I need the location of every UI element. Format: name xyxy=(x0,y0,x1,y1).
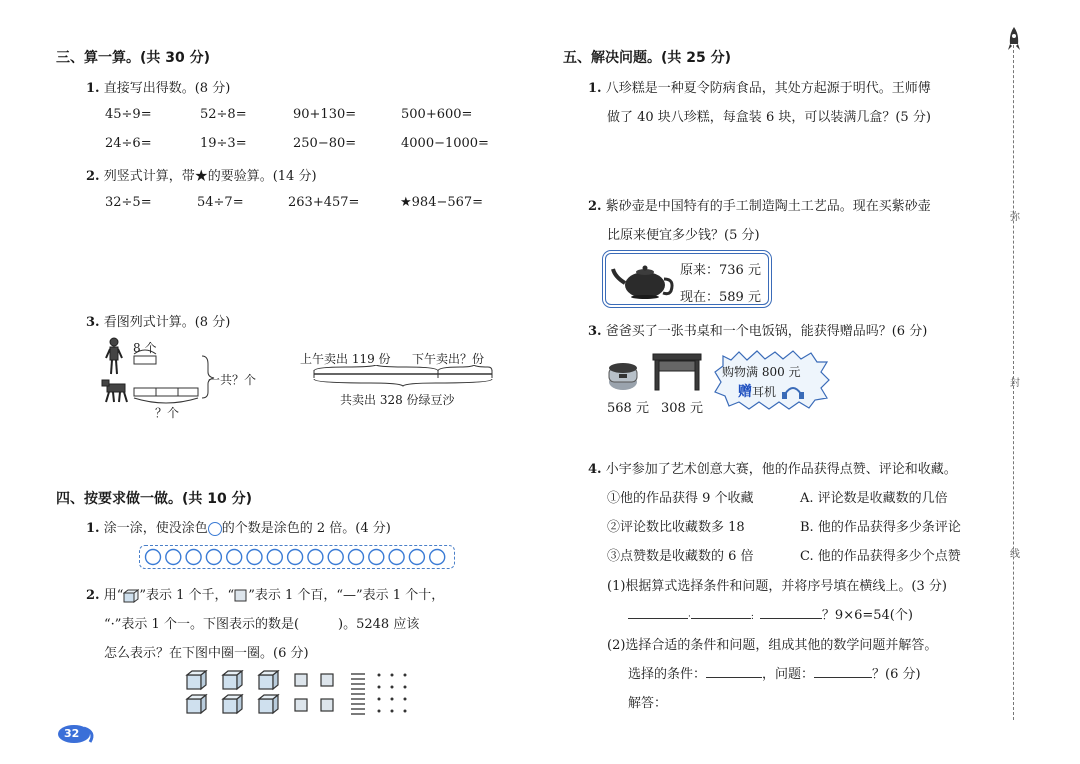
fig2-total-label: 共卖出 328 份绿豆沙 xyxy=(340,393,455,407)
answer-blank[interactable] xyxy=(814,677,872,678)
paint-circle[interactable] xyxy=(267,550,282,565)
fig1-total-label: 一共？个 xyxy=(208,373,257,387)
cube-icon xyxy=(123,589,139,603)
section-5-title: 五、解决问题。(共 25 分) xyxy=(563,50,732,66)
condition-3: ③点赞数是收藏数的 6 倍 xyxy=(607,549,754,564)
place-value-blocks xyxy=(185,670,415,718)
question-A: A. 评论数是收藏数的几倍 xyxy=(800,491,948,506)
q5-3-prompt xyxy=(588,320,927,339)
q5-1-line2: 做了 40 块八珍糕，每盒装 6 块，可以装满几盒？(5 分) xyxy=(607,110,931,125)
answer-blank[interactable] xyxy=(706,677,762,678)
section-4-title: 四、按要求做一做。(共 10 分) xyxy=(56,491,253,507)
paint-circle[interactable] xyxy=(430,550,445,565)
paint-circle[interactable] xyxy=(227,550,242,565)
paint-circle[interactable] xyxy=(247,550,262,565)
fig2-morning-label: 上午卖出 119 份 xyxy=(300,352,391,366)
q3-1-prompt xyxy=(86,77,230,96)
condition-label: 选择的条件： xyxy=(628,667,707,682)
q4-2-line2: “·”表示 1 个一。下图表示的数是( )。5248 应该 xyxy=(104,617,420,632)
square-icon xyxy=(295,699,307,711)
square-icon xyxy=(321,699,333,711)
calc-item: 90+130= xyxy=(293,107,357,122)
q4-2-line1 xyxy=(86,584,444,603)
calc-item: 250−80= xyxy=(293,136,357,151)
question-C: C. 他的作品获得多少个点赞 xyxy=(800,549,961,564)
cube-icon xyxy=(259,671,278,689)
q-number: 3. xyxy=(588,324,602,339)
q-text: 直接写出得数。(8 分) xyxy=(103,81,231,96)
calc-item: 263+457= xyxy=(288,195,360,210)
cube-icon xyxy=(223,671,242,689)
calc-item: 45÷9= xyxy=(105,107,152,122)
q-text: 列竖式计算，带★的要验算。(14 分) xyxy=(103,169,317,184)
section-3-title: 三、算一算。(共 30 分) xyxy=(56,50,211,66)
q-number: 2. xyxy=(588,199,602,214)
paint-circle[interactable] xyxy=(146,550,161,565)
calc-item: 4000−1000= xyxy=(401,136,489,151)
q3-3-prompt xyxy=(86,311,230,330)
sub-question-2: (2)选择合适的条件和问题，组成其他的数学问题并解答。 xyxy=(607,638,938,653)
q-text-b: 的个数是涂色的 2 倍。(4 分) xyxy=(221,521,391,536)
condition-1: ①他的作品获得 9 个收藏 xyxy=(607,491,754,506)
rice-cooker-price: 568 元 xyxy=(607,401,649,416)
question-label: ，问题： xyxy=(762,667,815,682)
answer-blank[interactable] xyxy=(691,618,751,619)
fig2-afternoon-label: 下午卖出？份 xyxy=(412,352,485,366)
segment-diagram xyxy=(310,365,496,387)
margin-char: 线 xyxy=(1010,549,1020,560)
paint-circle[interactable] xyxy=(288,550,303,565)
paint-circle[interactable] xyxy=(369,550,384,565)
q5-2-line2: 比原来便宜多少钱？(5 分) xyxy=(607,228,760,243)
answer-label: 解答： xyxy=(628,696,668,711)
page-number: 32 xyxy=(64,727,80,740)
humanoid-robot-icon xyxy=(106,338,122,374)
fig1-eight-label: 8 个 xyxy=(133,341,157,355)
margin-char: 封 xyxy=(1010,378,1020,389)
ten-lines xyxy=(351,674,365,714)
calc-item: 24÷6= xyxy=(105,136,152,151)
q-text: 看图列式计算。(8 分) xyxy=(103,315,231,330)
cube-icon xyxy=(223,695,242,713)
cube-icon xyxy=(187,671,206,689)
sub1-answer-line: · : ？9×6=54(个) xyxy=(628,604,913,623)
paint-circle[interactable] xyxy=(206,550,221,565)
margin-char: 弥 xyxy=(1010,212,1020,223)
paint-circle[interactable] xyxy=(328,550,343,565)
q5-1-line1 xyxy=(588,77,931,96)
paint-circle[interactable] xyxy=(349,550,364,565)
q-text-part: ”表示 1 个千，“ xyxy=(139,588,235,603)
sub1-equation: ？9×6=54(个) xyxy=(821,608,913,623)
original-price: 原来：736 元 xyxy=(680,263,761,278)
sub2-answer-line xyxy=(628,663,921,682)
desk-price: 308 元 xyxy=(661,401,703,416)
one-dots xyxy=(378,674,407,713)
score-label: ？(6 分) xyxy=(872,667,921,682)
q-number: 3. xyxy=(86,315,100,330)
promo-gift-word: 赠 xyxy=(738,384,752,400)
q-text-part: 用“ xyxy=(103,588,124,603)
paint-circle[interactable] xyxy=(409,550,424,565)
q-text: 紫砂壶是中国特有的手工制造陶土工艺品。现在买紫砂壶 xyxy=(605,199,931,214)
cube-icon xyxy=(259,695,278,713)
fig1-qmark-label: ？个 xyxy=(155,406,180,420)
calc-item: 19÷3= xyxy=(200,136,247,151)
sub-question-1: (1)根据算式选择条件和问题，并将序号填在横线上。(3 分) xyxy=(607,579,947,594)
square-icon xyxy=(234,589,248,603)
paint-circle[interactable] xyxy=(389,550,404,565)
paint-circle[interactable] xyxy=(166,550,181,565)
paint-circle[interactable] xyxy=(186,550,201,565)
answer-blank[interactable] xyxy=(628,618,688,619)
calc-item: 54÷7= xyxy=(197,195,244,210)
calc-item: 32÷5= xyxy=(105,195,152,210)
q-number: 2. xyxy=(86,169,100,184)
current-price: 现在：589 元 xyxy=(680,290,761,305)
question-B: B. 他的作品获得多少条评论 xyxy=(800,520,961,535)
condition-2: ②评论数比收藏数多 18 xyxy=(607,520,745,535)
q-text: 八珍糕是一种夏令防病食品，其处方起源于明代。王师傅 xyxy=(605,81,931,96)
square-icon xyxy=(295,674,307,686)
rice-cooker-icon xyxy=(609,363,637,390)
circle-icon xyxy=(208,522,222,536)
q4-1-prompt xyxy=(86,517,391,536)
q-number: 1. xyxy=(86,81,100,96)
calc-item: 52÷8= xyxy=(200,107,247,122)
q-text-a: 涂一涂，使没涂色 xyxy=(103,521,208,536)
square-icon xyxy=(321,674,333,686)
promo-gift-item: 耳机 xyxy=(752,385,777,399)
promo-line2 xyxy=(738,381,776,401)
rocket-icon xyxy=(1007,26,1021,54)
desk-icon xyxy=(653,354,701,390)
calc-item: 500+600= xyxy=(401,107,473,122)
promo-line1: 购物满 800 元 xyxy=(722,365,801,379)
robot-dog-icon xyxy=(102,380,127,402)
cube-icon xyxy=(187,695,206,713)
products-illustration xyxy=(607,352,717,394)
circles-to-color xyxy=(144,547,450,567)
q-number: 1. xyxy=(86,521,100,536)
q-number: 4. xyxy=(588,462,602,477)
q5-2-line1 xyxy=(588,195,931,214)
q5-4-prompt xyxy=(588,458,957,477)
q4-2-line3: 怎么表示？在下图中圈一圈。(6 分) xyxy=(104,646,309,661)
calc-item: ★984−567= xyxy=(400,195,484,210)
promo-badge xyxy=(713,348,831,412)
teapot-icon xyxy=(611,259,679,301)
answer-blank[interactable] xyxy=(760,618,822,619)
q-number: 1. xyxy=(588,81,602,96)
q-text: 小宇参加了艺术创意大赛，他的作品获得点赞、评论和收藏。 xyxy=(605,462,957,477)
q3-2-prompt xyxy=(86,165,317,184)
paint-circle[interactable] xyxy=(308,550,323,565)
q-number: 2. xyxy=(86,588,100,603)
q-text-part: ”表示 1 个百，“—”表示 1 个十， xyxy=(248,588,445,603)
q-text: 爸爸买了一张书桌和一个电饭锅，能获得赠品吗？(6 分) xyxy=(605,324,928,339)
